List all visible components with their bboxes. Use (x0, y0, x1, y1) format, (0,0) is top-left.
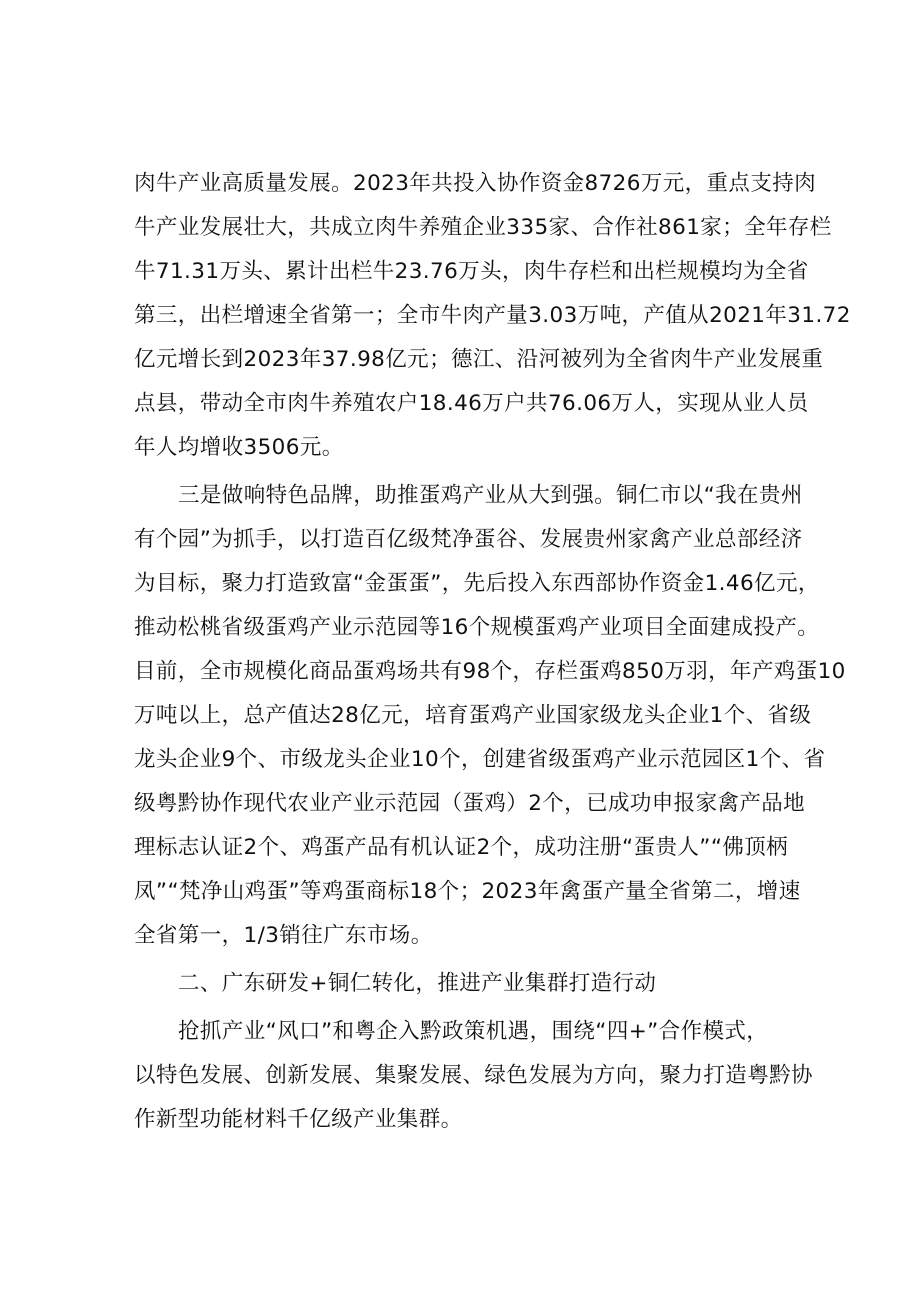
cattle-line-7: 年人均增收3506元。 (134, 435, 344, 460)
egg-line-11: 全省第一，1/3销往广东市场。 (134, 923, 433, 948)
cattle-line-4: 第三，出栏增速全省第一；全市牛肉产量3.03万吨，产值从2021年31.72 (134, 303, 851, 328)
egg-line-10: 凤”“梵净山鸡蛋”等鸡蛋商标18个；2023年禽蛋产量全省第二，增速 (134, 879, 801, 904)
egg-line-8: 级粤黔协作现代农业产业示范园（蛋鸡）2个，已成功申报家禽产品地 (134, 791, 806, 816)
cattle-line-2: 牛产业发展壮大，共成立肉牛养殖企业335家、合作社861家；全年存栏 (134, 215, 832, 240)
cattle-line-5: 亿元增长到2023年37.98亿元；德江、沿河被列为全省肉牛产业发展重 (134, 347, 824, 372)
egg-line-9: 理标志认证2个、鸡蛋产品有机认证2个，成功注册“蛋贵人”“佛顶柄 (134, 835, 789, 860)
egg-line-3: 为目标，聚力打造致富“金蛋蛋”，先后投入东西部协作资金1.46亿元， (134, 571, 820, 596)
materials-line-3: 作新型功能材料千亿级产业集群。 (134, 1107, 463, 1132)
section-heading: 二、广东研发+铜仁转化，推进产业集群打造行动 (178, 971, 657, 996)
materials-line-1: 抢抓产业“风口”和粤企入黔政策机遇，围绕“四+”合作模式， (178, 1019, 769, 1044)
egg-line-7: 龙头企业9个、市级龙头企业10个，创建省级蛋鸡产业示范园区1个、省 (134, 747, 826, 772)
cattle-line-6: 点县，带动全市肉牛养殖农户18.46万户共76.06万人，实现从业人员 (134, 391, 809, 416)
materials-line-2: 以特色发展、创新发展、集聚发展、绿色发展为方向，聚力打造粤黔协 (134, 1063, 813, 1088)
egg-line-6: 万吨以上，总产值达28亿元，培育蛋鸡产业国家级龙头企业1个、省级 (134, 703, 812, 728)
egg-line-5: 目前，全市规模化商品蛋鸡场共有98个，存栏蛋鸡850万羽，年产鸡蛋10 (134, 659, 846, 684)
egg-line-1: 三是做响特色品牌，助推蛋鸡产业从大到强。铜仁市以“我在贵州 (178, 483, 803, 508)
cattle-line-3: 牛71.31万头、累计出栏牛23.76万头，肉牛存栏和出栏规模均为全省 (134, 259, 809, 284)
egg-line-4: 推动松桃省级蛋鸡产业示范园等16个规模蛋鸡产业项目全面建成投产。 (134, 615, 820, 640)
egg-line-2: 有个园”为抓手，以打造百亿级梵净蛋谷、发展贵州家禽产业总部经济 (134, 527, 803, 552)
cattle-line-1: 肉牛产业高质量发展。2023年共投入协作资金8726万元，重点支持肉 (134, 171, 817, 196)
